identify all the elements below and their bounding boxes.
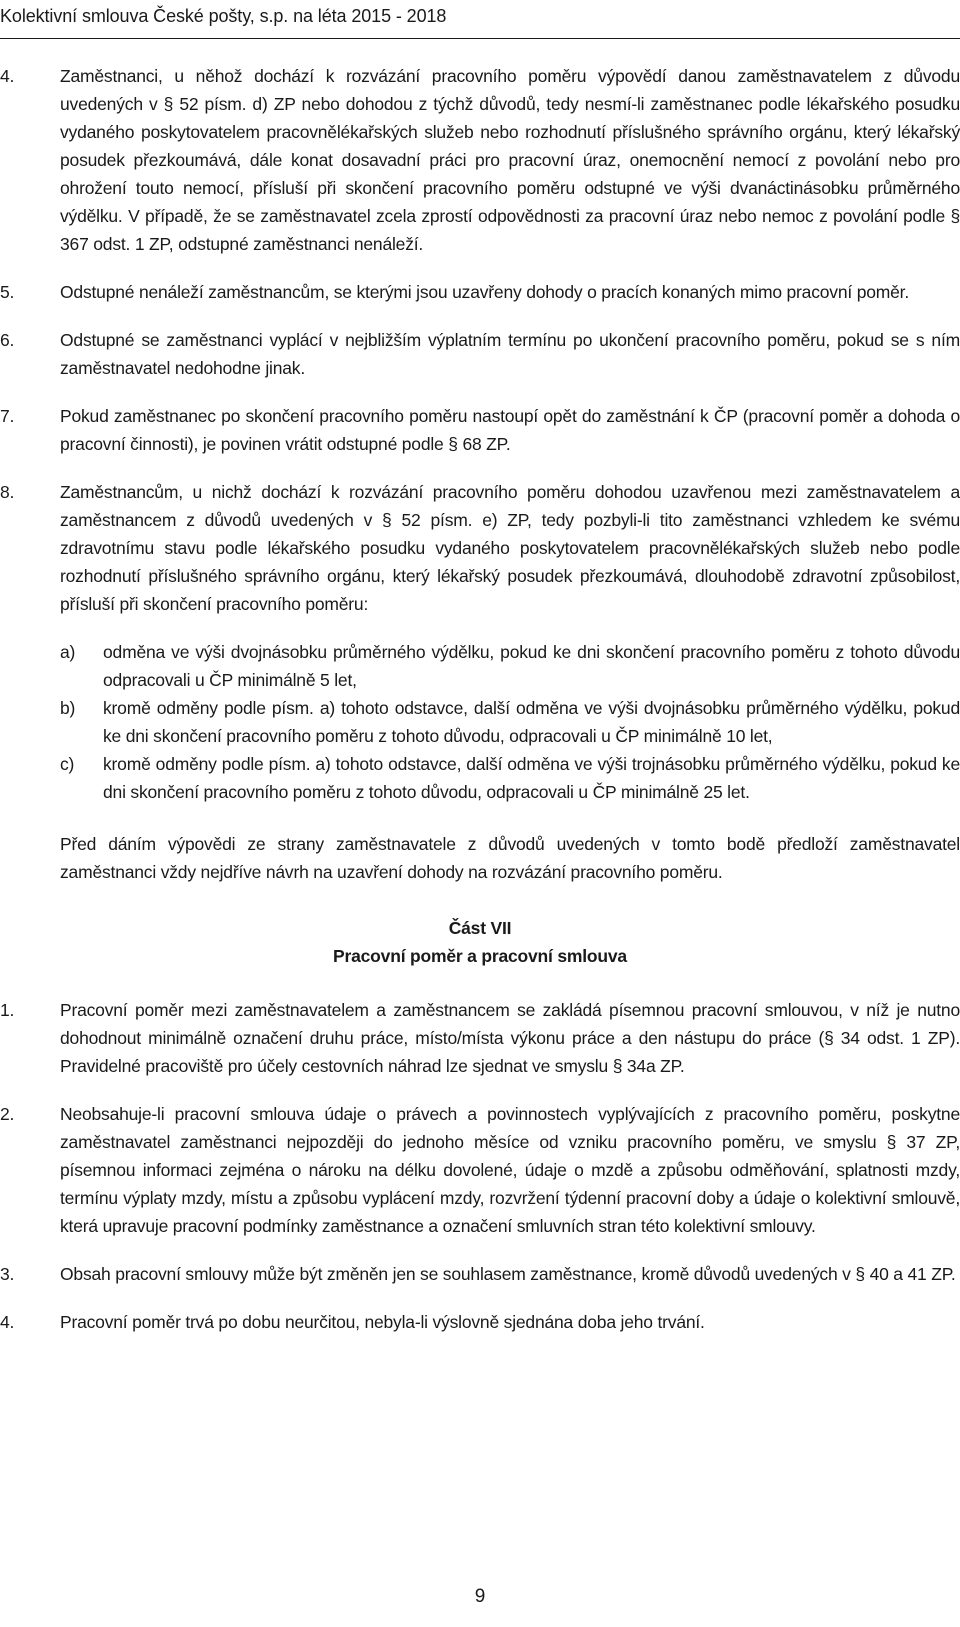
sub-list-item bbox=[0, 638, 960, 694]
item-text: Neobsahuje-li pracovní smlouva údaje o právech a povinnostech vyplývajících z pracovního poměru, poskytne zaměstnavatel zaměstnanci nejpozději do jednoho měsíce od vzniku pracovního poměru, ve smyslu § 37 ZP, písemnou informaci zejména o nároku na délku dovolené, údaje o mzdě a způsobu odměňování, splatnosti mzdy, termínu výplaty mzdy, místu a způsobu vyplácení mzdy, rozvržení týdenní pracovní doby a údaje o kolektivní smlouvě, která upravuje pracovní podmínky zaměstnance a označení smluvních stran této kolektivní smlouvy. bbox=[60, 1104, 960, 1236]
sub-list-item bbox=[0, 750, 960, 806]
sub-list bbox=[0, 638, 960, 806]
item-number: 4. bbox=[0, 66, 15, 86]
item-text: Obsah pracovní smlouvy může být změněn jen se souhlasem zaměstnance, kromě důvodů uvedených v § 40 a 41 ZP. bbox=[60, 1264, 956, 1284]
header-divider bbox=[0, 38, 960, 39]
item-text: Pracovní poměr mezi zaměstnavatelem a zaměstnancem se zakládá písemnou pracovní smlouvou, v níž je nutno dohodnout minimálně označení druhu práce, místo/místa výkonu práce a den nástupu do práce (§ 34 odst. 1 ZP). Pravidelné pracoviště pro účely cestovních náhrad lze sjednat ve smyslu § 34a ZP. bbox=[60, 1000, 960, 1076]
item-number: 1. bbox=[0, 1000, 15, 1020]
sub-item-letter: a) bbox=[60, 642, 76, 662]
list-item bbox=[0, 326, 960, 382]
list-item bbox=[0, 478, 960, 618]
item-number: 4. bbox=[0, 1312, 15, 1332]
section-subtitle: Pracovní poměr a pracovní smlouva bbox=[333, 946, 627, 966]
item-number: 3. bbox=[0, 1264, 15, 1284]
item-text: Zaměstnanci, u něhož dochází k rozvázání pracovního poměru výpovědí danou zaměstnavatelem z důvodu uvedených v § 52 písm. d) ZP nebo dohodou z týchž důvodů, tedy nesmí-li zaměstnanec podle lékařského posudku vydaného poskytovatelem pracovnělékařských služeb nebo rozhodnutí příslušného správního orgánu, který lékařský posudek přezkoumává, dále konat dosavadní práci pro pracovní úraz, onemocnění nemocí z povolání nebo pro ohrožení touto nemocí, přísluší při skončení pracovního poměru odstupné ve výši dvanáctinásobku průměrného výdělku. V případě, že se zaměstnavatel zcela zprostí odpovědnosti za pracovní úraz nebo nemoc z povolání podle § 367 odst. 1 ZP, odstupné zaměstnanci nenáleží. bbox=[60, 66, 960, 254]
page-number: 9 bbox=[474, 1586, 486, 1607]
item-number: 8. bbox=[0, 482, 15, 502]
document-body bbox=[0, 62, 960, 1356]
item-text: Odstupné se zaměstnanci vyplácí v nejbližším výplatním termínu po ukončení pracovního poměru, pokud se s ním zaměstnavatel nedohodne jinak. bbox=[60, 330, 960, 378]
sub-item-text: odměna ve výši dvojnásobku průměrného výdělku, pokud ke dni skončení pracovního poměru z tohoto důvodu odpracovali u ČP minimálně 5 let, bbox=[103, 642, 960, 690]
list-item bbox=[0, 1100, 960, 1240]
list-item bbox=[0, 278, 960, 306]
list-item bbox=[0, 1260, 960, 1288]
item-number: 5. bbox=[0, 282, 15, 302]
sub-list-item bbox=[0, 694, 960, 750]
running-header: Kolektivní smlouva České pošty, s.p. na léta 2015 - 2018 bbox=[0, 6, 447, 26]
item-text: Pracovní poměr trvá po dobu neurčitou, nebyla-li výslovně sjednána doba jeho trvání. bbox=[60, 1312, 705, 1332]
sub-item-text: kromě odměny podle písm. a) tohoto odstavce, další odměna ve výši dvojnásobku průměrného výdělku, pokud ke dni skončení pracovního poměru z tohoto důvodu, odpracovali u ČP minimálně 10 let, bbox=[103, 698, 960, 746]
section-title: Část VII bbox=[448, 918, 512, 938]
list-item bbox=[0, 996, 960, 1080]
item-number: 7. bbox=[0, 406, 15, 426]
closing-paragraph: Před dáním výpovědi ze strany zaměstnavatele z důvodů uvedených v tomto bodě předloží zaměstnavatel zaměstnanci vždy nejdříve návrh na uzavření dohody na rozvázání pracovního poměru. bbox=[60, 834, 960, 882]
item-text: Odstupné nenáleží zaměstnancům, se kterými jsou uzavřeny dohody o pracích konaných mimo pracovní poměr. bbox=[60, 282, 910, 302]
sub-item-text: kromě odměny podle písm. a) tohoto odstavce, další odměna ve výši trojnásobku průměrného výdělku, pokud ke dni skončení pracovního poměru z tohoto důvodu, odpracovali u ČP minimálně 25 let. bbox=[103, 754, 960, 802]
list-item bbox=[0, 1308, 960, 1336]
item-number: 2. bbox=[0, 1104, 15, 1124]
list-item bbox=[0, 62, 960, 258]
item-number: 6. bbox=[0, 330, 15, 350]
item-text: Pokud zaměstnanec po skončení pracovního poměru nastoupí opět do zaměstnání k ČP (pracovní poměr a dohoda o pracovní činnosti), je povinen vrátit odstupné podle § 68 ZP. bbox=[60, 406, 960, 454]
list-item bbox=[0, 402, 960, 458]
sub-item-letter: b) bbox=[60, 698, 76, 718]
section-heading bbox=[0, 914, 960, 970]
sub-item-letter: c) bbox=[60, 754, 75, 774]
item-text: Zaměstnancům, u nichž dochází k rozvázání pracovního poměru dohodou uzavřenou mezi zaměstnavatelem a zaměstnancem z důvodů uvedených v § 52 písm. e) ZP, tedy pozbyli-li tito zaměstnanci vzhledem ke svému zdravotnímu stavu podle lékařského posudku vydaného poskytovatelem pracovnělékařských služeb nebo podle rozhodnutí příslušného správního orgánu, který lékařský posudek přezkoumává, dlouhodobě zdravotní způsobilost, přísluší při skončení pracovního poměru: bbox=[60, 482, 960, 614]
